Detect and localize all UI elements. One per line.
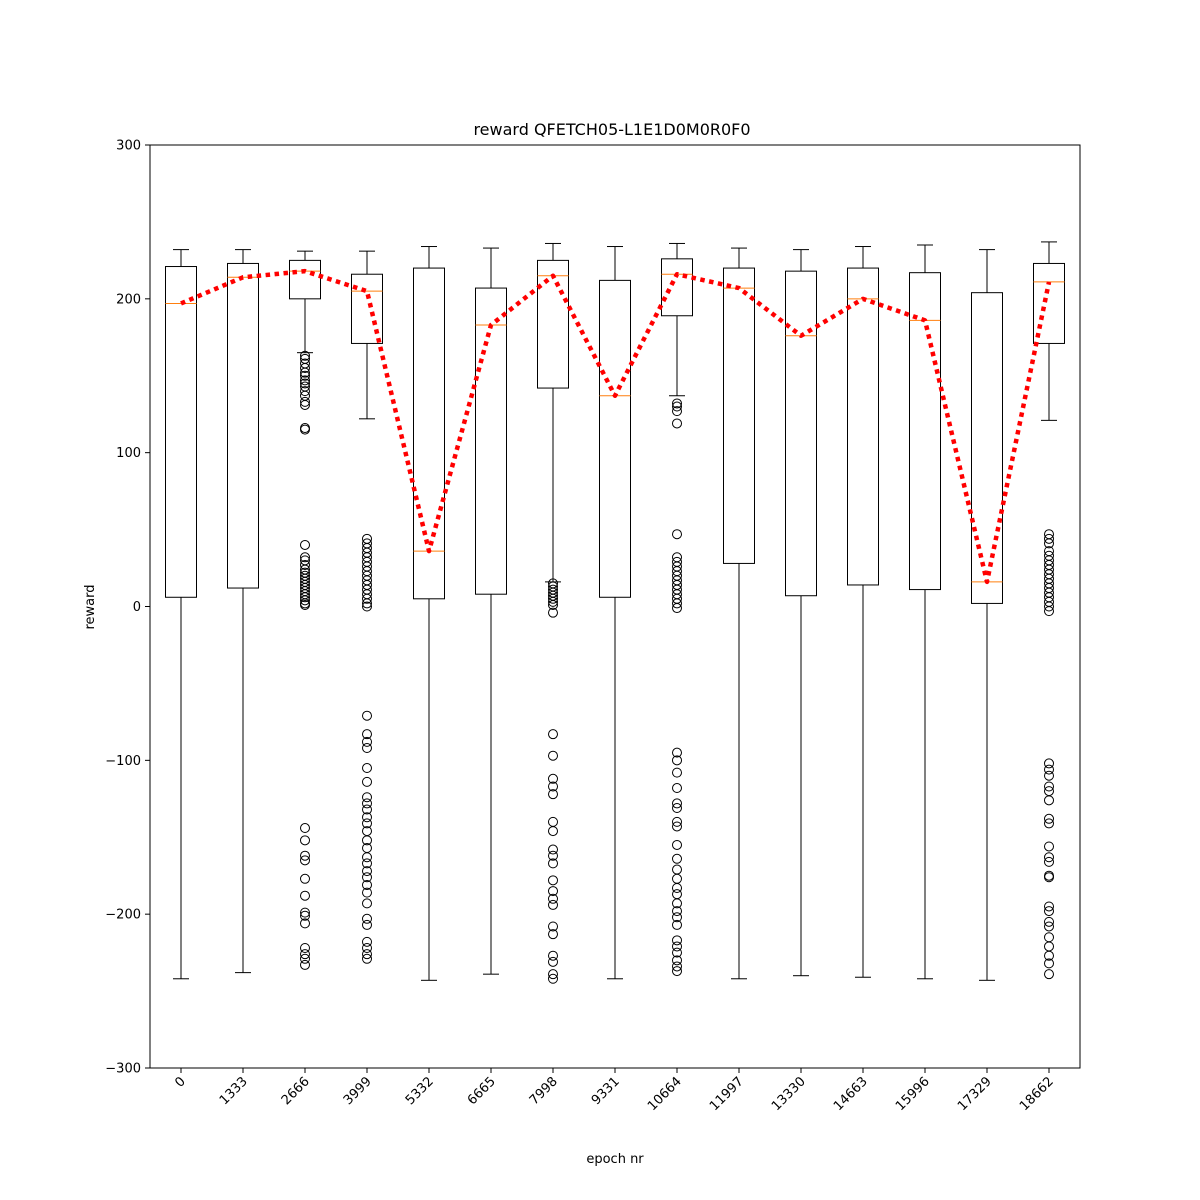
x-tick-label: 9331 [588,1074,623,1109]
x-tick-label: 14663 [830,1074,871,1115]
x-axis-label: epoch nr [586,1152,644,1167]
y-tick-label: 300 [116,138,141,154]
x-tick-label: 7998 [526,1074,561,1109]
x-tick-label: 3999 [340,1074,375,1109]
y-tick-label: 0 [132,600,141,615]
chart-title: reward QFETCH05-L1E1D0M0R0F0 [473,120,751,139]
x-tick-label: 2666 [278,1074,313,1109]
y-tick-label: −100 [105,753,141,769]
y-tick-label: 200 [116,292,141,308]
y-tick-label: −200 [105,907,141,923]
x-tick-label: 5332 [402,1074,437,1109]
x-tick-label: 15996 [892,1074,933,1115]
x-tick-label: 17329 [954,1074,995,1115]
y-tick-label: −300 [105,1061,141,1077]
x-tick-label: 6665 [464,1074,499,1109]
x-tick-label: 18662 [1016,1074,1057,1115]
x-tick-label: 11997 [706,1074,747,1115]
x-tick-label: 1333 [216,1074,251,1109]
x-tick-label: 13330 [768,1074,809,1115]
y-axis-label: reward [83,584,98,630]
x-tick-label: 10664 [644,1074,685,1115]
y-tick-label: 100 [116,446,141,462]
x-tick-label: 0 [172,1074,189,1091]
